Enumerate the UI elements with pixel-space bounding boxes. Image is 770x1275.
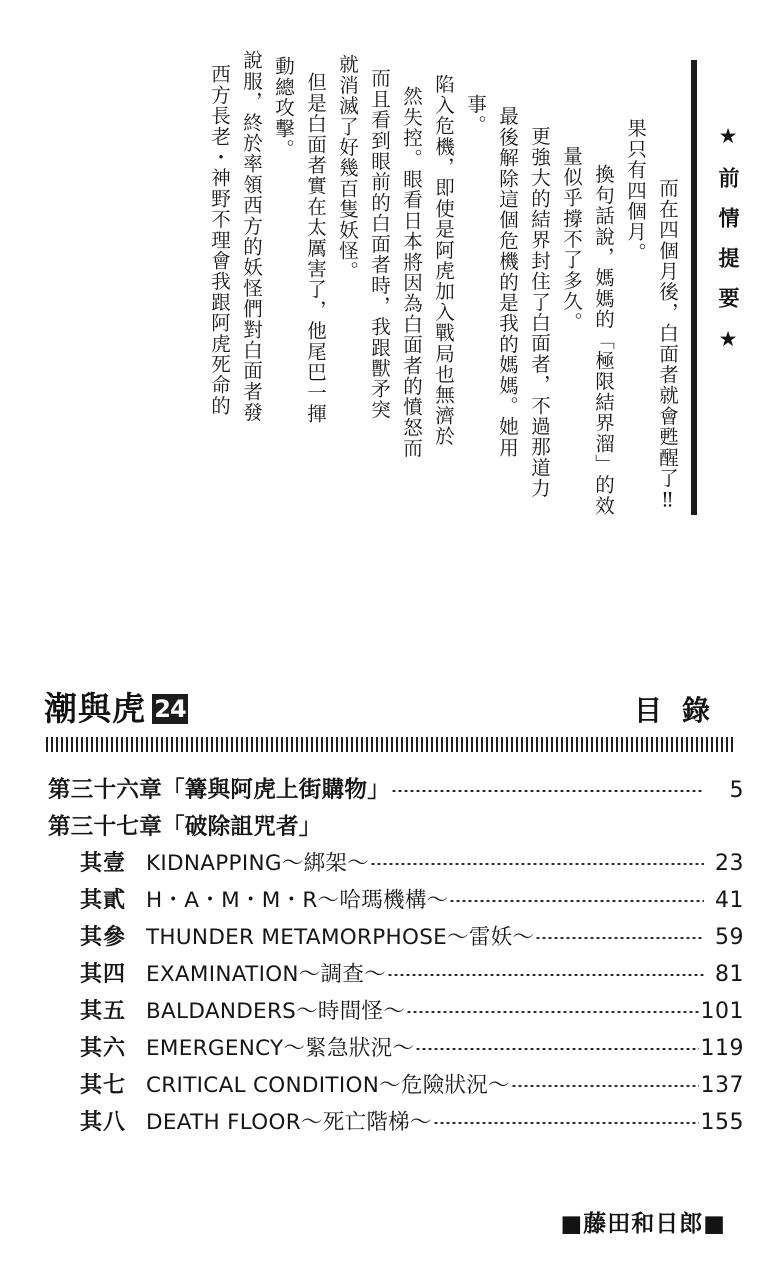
toc-label: 目錄 [633,694,730,727]
synopsis-column: 而且看到眼前的白面者時，我跟獸矛突 [368,68,391,420]
synopsis-column: 然失控。眼看日本將因為白面者的憤怒而 [400,86,423,459]
toc-entry-page: 101 [700,999,744,1024]
toc-entry-number: 其七 [80,1072,127,1098]
toc-entry-number: 其四 [80,961,127,987]
toc-leader-dots [433,1113,699,1129]
synopsis-column: 換句話說，媽媽的「極限結界溜」的效 [592,164,615,516]
toc-leader-dots [406,1002,698,1018]
synopsis-column: 量似乎撐不了多久。 [560,146,583,333]
toc-row[interactable] [44,1068,744,1105]
synopsis-column: 事。 [464,94,487,136]
toc-entry-title: KIDNAPPING〜綁架〜 [146,851,370,876]
toc-entry-title: DEATH FLOOR〜死亡階梯〜 [146,1110,432,1135]
synopsis-column: 最後解除這個危機的是我的媽媽。她用 [496,106,519,458]
toc-entry-page: 5 [729,778,744,803]
toc-entry-page: 59 [715,925,744,950]
toc-row[interactable] [44,846,744,883]
toc-header [44,689,734,728]
toc-leader-dots [387,965,704,981]
volume-badge: 24 [152,694,188,724]
toc-entry-page: 155 [700,1110,744,1135]
toc-row[interactable] [44,957,744,994]
synopsis-vertical-rule [691,60,697,515]
toc-entry-number: 其貳 [80,887,127,913]
synopsis-heading: ★前情提要★ [716,124,740,370]
toc-row[interactable] [44,883,744,920]
toc-entry-title: CRITICAL CONDITION〜危險狀況〜 [146,1073,510,1098]
toc-list [44,772,744,1142]
toc-row[interactable] [44,1105,744,1142]
toc-row[interactable] [44,1031,744,1068]
toc-entry-page: 137 [700,1073,744,1098]
toc-leader-dots [391,781,704,797]
synopsis-section [28,28,742,628]
synopsis-column: 說服，終於率領西方的妖怪們對白面者發 [240,50,263,423]
toc-entry-page: 23 [715,851,744,876]
synopsis-column: 陷入危機，即使是阿虎加入戰局也無濟於 [432,74,455,447]
toc-leader-dots [370,854,704,870]
synopsis-column: 動總攻擊。 [272,56,295,160]
striped-divider [46,737,734,752]
synopsis-column: 就消滅了好幾百隻妖怪。 [336,54,359,282]
toc-entry-title: 第三十六章「篝與阿虎上街購物」 [48,777,391,803]
toc-leader-dots [449,891,704,907]
toc-entry-number: 其八 [80,1109,127,1135]
toc-leader-dots [511,1076,699,1092]
toc-row[interactable] [44,772,744,809]
series-name: 潮與虎 [44,689,146,728]
toc-entry-title: H・A・M・M・R〜哈瑪機構〜 [146,888,449,913]
toc-entry-page: 81 [715,962,744,987]
toc-row[interactable] [44,994,744,1031]
toc-entry-page: 119 [700,1036,744,1061]
toc-entry-number: 其參 [80,924,127,950]
toc-entry-title: 第三十七章「破除詛咒者」 [48,814,322,840]
toc-entry-title: THUNDER METAMORPHOSE〜雷妖〜 [146,925,535,950]
toc-entry-title: EXAMINATION〜調查〜 [146,962,387,987]
toc-leader-dots [535,928,704,944]
toc-leader-dots [323,818,704,834]
toc-entry-number: 其五 [80,998,127,1024]
toc-entry-page: 41 [715,888,744,913]
toc-entry-title: EMERGENCY〜緊急狀況〜 [146,1036,415,1061]
synopsis-column: 但是白面者實在太厲害了，他尾巴一揮 [304,72,327,424]
author-credit: ■藤田和日郎■ [560,1210,726,1237]
toc-row[interactable] [44,920,744,957]
synopsis-column: 而在四個月後，白面者就會甦醒了‼ [656,178,679,513]
toc-leader-dots [415,1039,698,1055]
toc-entry-title: BALDANDERS〜時間怪〜 [146,999,406,1024]
synopsis-columns [201,28,681,643]
toc-entry-number: 其壹 [80,850,127,876]
toc-entry-number: 其六 [80,1035,127,1061]
synopsis-column: 果只有四個月。 [624,118,647,263]
toc-row[interactable] [44,809,744,846]
synopsis-column: 西方長老・神野不理會我跟阿虎死命的 [208,64,231,416]
series-title-group [44,689,188,728]
synopsis-column: 更強大的結界封住了白面者，不過那道力 [528,126,551,499]
